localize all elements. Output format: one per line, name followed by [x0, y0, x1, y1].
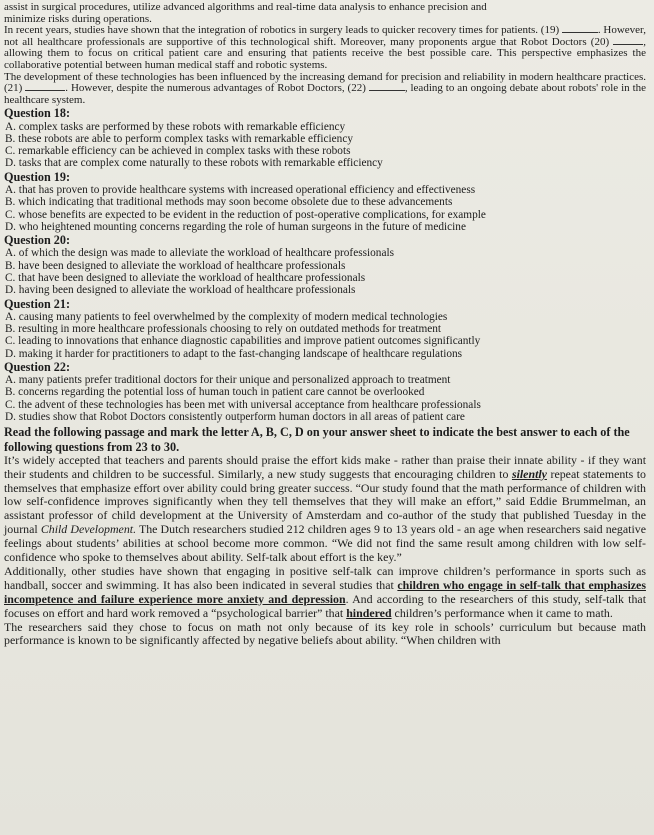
- answer-option: B. resulting in more healthcare professionals choosing to rely on outdated methods for treatment: [5, 323, 442, 336]
- answer-option: A. complex tasks are performed by these robots with remarkable efficiency: [5, 120, 346, 133]
- passage-para-1: [4, 454, 646, 565]
- answer-option: A. many patients prefer traditional doctors for their unique and personalized approach to treatment: [5, 374, 451, 387]
- passage-a1: It’s widely accepted that teachers and parents should praise the effort kids make - rather than praise their innate ability - if they want their students and children to be successful. Similarly, a new study suggests that encouraging children to: [4, 452, 646, 481]
- intro-l2-text: minimize risks during operations.: [4, 12, 152, 25]
- question-label: Question 21:: [4, 296, 71, 311]
- intro-p2c: Moreover, many proponents argue that Robot Doctors (20): [340, 35, 610, 48]
- answer-option: C. that have been designed to alleviate the workload of healthcare professionals: [5, 271, 366, 284]
- question-label: Question 19:: [4, 169, 71, 184]
- answer-option: B. concerns regarding the potential loss of human touch in patient care cannot be overlooked: [5, 386, 425, 399]
- intro-p2d: , allowing them to focus on critical patient care: [4, 35, 647, 60]
- journal-name: Child Development.: [40, 522, 137, 537]
- answer-option: C. whose benefits are expected to be evident in the reduction of post-operative complications, for example: [5, 208, 486, 221]
- passage-para-2: [4, 565, 646, 621]
- question-list: [4, 107, 646, 423]
- passage-para-3: [4, 621, 646, 649]
- passage-a2: repeat statements to themselves that emphasize effort over ability could bring greater success. “Our study found that the math performance of children with low self-confidence improves significantly when they tell themselves that they will make an effort,” said Eddie Brummelman, an assistant professor of child development at the University of Amsterdam and co-author of the study that published Tuesday in the journal: [4, 466, 647, 537]
- answer-option: A. causing many patients to feel overwhelmed by the complexity of modern medical technologies: [5, 310, 448, 323]
- answer-option: C. the advent of these technologies has been met with universal acceptance from healthcare professionals: [5, 398, 481, 411]
- section-instruction: [4, 425, 646, 453]
- blank-19: [562, 32, 598, 33]
- answer-option: B. which indicating that traditional methods may soon become obsolete due to these advancements: [5, 196, 453, 209]
- answer-option: A. that has proven to provide healthcare systems with increased operational efficiency and effectiveness: [5, 183, 476, 196]
- answer-option: C. remarkable efficiency can be achieved in complex tasks with these robots: [5, 145, 351, 158]
- answer-option: B. these robots are able to perform complex tasks with remarkable efficiency: [5, 132, 353, 145]
- answer-option: B. have been designed to alleviate the workload of healthcare professionals: [5, 259, 346, 272]
- answer-option: D. tasks that are complex come naturally to these robots with remarkable efficiency: [5, 157, 383, 170]
- underlined-phrase: children who engage in self-talk that emphasizes incompetence and failure experience more anxiety and depression: [4, 577, 646, 606]
- answer-option: C. leading to innovations that enhance diagnostic capabilities and improve patient outcomes significantly: [5, 335, 481, 348]
- passage-b2: . And according to the researchers of this study, self-talk that focuses on effort and hard work removed a “psychological barrier” that: [4, 591, 646, 620]
- passage-a3: The Dutch researchers studied 212 children ages 9 to 13 years old - an age when researchers said negative feelings about students’ abilities at school become more common. “We did not find the same result among children with low self-confidence who spoke to themselves about ability. Self-talk about effort is the key.”: [4, 522, 646, 565]
- intro-p3b: . However, despite the numerous advantages of Robot Doctors, (22): [65, 82, 366, 95]
- intro-p3a: The development of these technologies has been influenced by the increasing demand for precision and reliability in modern healthcare practices. (21): [4, 70, 646, 95]
- underlined-silently: silently: [511, 466, 547, 481]
- answer-option: D. making it harder for practitioners to adapt to the fast-changing landscape of healthcare regulations: [5, 347, 463, 360]
- intro-p2b: . However, not all healthcare professionals are supportive of this technological shift.: [4, 24, 647, 48]
- answer-option: D. studies show that Robot Doctors consistently outperform human doctors in all areas of patient care: [5, 411, 465, 423]
- underlined-hindered: hindered: [346, 605, 392, 620]
- passage-c1: The researchers said they chose to focus on math not only because of its key role in schools’ curriculum but because math performance is known to be significantly affected by negative beliefs about ability. “When children with: [4, 619, 646, 648]
- intro-p3c: , leading to an ongoing debate about robots' role in the healthcare system.: [4, 82, 647, 106]
- answer-option: D. having been designed to alleviate the workload of healthcare professionals: [5, 284, 356, 297]
- intro-l1-text: assist in surgical procedures, utilize advanced algorithms and real-time data analysis to enhance precision and: [4, 1, 487, 13]
- passage-b3: children’s performance when it came to math.: [394, 605, 613, 620]
- question-label: Question 22:: [4, 359, 71, 374]
- answer-option: A. of which the design was made to alleviate the workload of healthcare professionals: [5, 247, 394, 260]
- intro-para-3: [4, 72, 646, 107]
- question-label: Question 18:: [4, 106, 71, 121]
- intro-p2e: and ensuring that patients receive the best possible care. This perspective emphasizes the collaborative potential between human medical staff and robotic systems.: [4, 47, 646, 71]
- intro-para-2: [4, 25, 646, 71]
- question-label: Question 20:: [4, 233, 71, 248]
- passage-b1: Additionally, other studies have shown that engaging in positive self-talk can improve children’s performance in sports such as handball, soccer and swimming. It has also been indicated in several studies that: [4, 563, 646, 592]
- instruction-text: Read the following passage and mark the letter A, B, C, D on your answer sheet to indicate the best answer to each of the following questions from 23 to 30.: [4, 425, 630, 454]
- answer-option: D. who heightened mounting concerns regarding the role of human surgeons in the future of medicine: [5, 220, 466, 233]
- blank-20: [613, 44, 643, 45]
- intro-p2a: In recent years, studies have shown that the integration of robotics in surgery leads to quicker recovery times for patients. (19): [4, 24, 560, 37]
- blank-21: [25, 90, 65, 91]
- blank-22: [369, 90, 405, 91]
